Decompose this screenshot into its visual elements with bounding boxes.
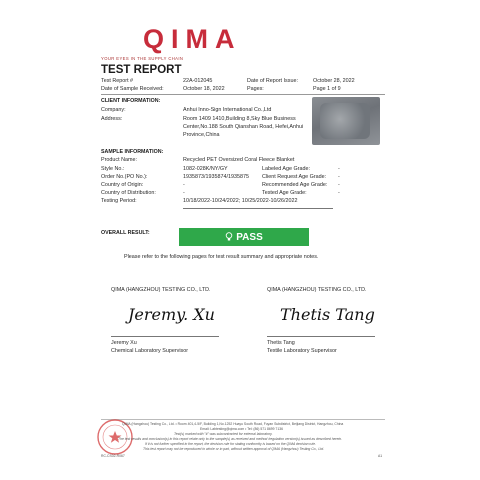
address-line: Province,China	[183, 132, 220, 138]
divider	[183, 208, 333, 209]
footer-version: A1	[378, 454, 383, 458]
signature-line	[267, 336, 375, 337]
report-number-label: Test Report #	[101, 78, 134, 84]
page-title: TEST REPORT	[101, 64, 182, 76]
signature-jeremy-xu: Jeremy. Xu	[128, 305, 215, 324]
tested-age-value: -	[338, 190, 340, 196]
footer-divider	[101, 419, 385, 420]
client-age-value: -	[338, 174, 340, 180]
overall-result-label: OVERALL RESULT:	[101, 230, 150, 236]
period-label: Testing Period:	[101, 198, 137, 204]
style-value: 1082-028K/NY/GY	[183, 166, 228, 172]
signer-role: Chemical Laboratory Supervisor	[111, 348, 189, 354]
company-label: Company:	[101, 107, 126, 113]
signer-role: Textile Laboratory Supervisor	[267, 348, 337, 354]
origin-value: -	[183, 182, 185, 188]
pass-badge	[179, 228, 309, 246]
signature-line	[111, 336, 219, 337]
footer-note: This test report may not be reproduced in whole or in part, without written approval of QIMA (Hangzhou) Testing Co., Ltd.	[143, 447, 325, 451]
address-label: Address:	[101, 116, 123, 122]
labeled-age-label: Labeled Age Grade:	[262, 166, 310, 172]
distribution-label: Country of Distribution:	[101, 190, 156, 196]
distribution-value: -	[183, 190, 185, 196]
report-number: 22A-012045	[183, 78, 213, 84]
recommended-age-label: Recommended Age Grade:	[262, 182, 328, 188]
issue-date-label: Date of Report Issue:	[247, 78, 298, 84]
lightbulb-icon	[225, 232, 233, 242]
issue-date: October 28, 2022	[313, 78, 355, 84]
footer-note: The test results and conclusion(s) in this report relate only to the sample(s) as received and method /regulation version(s) issued as described herein.	[118, 437, 343, 441]
product-label: Product Name:	[101, 157, 137, 163]
product-value: Recycled PET Oversized Coral Fleece Blanket	[183, 157, 295, 163]
pages-value: Page 1 of 9	[313, 86, 341, 92]
company-value: Anhui Inno-Sign International Co.,Ltd	[183, 107, 272, 113]
footer-note: If it is not further specified in the report, the decision rule for stating conformity is based on the QIMA decision rule.	[145, 442, 316, 446]
signer-company: QIMA (HANGZHOU) TESTING CO., LTD.	[111, 287, 211, 293]
received-date: October 18, 2022	[183, 86, 225, 92]
received-date-label: Date of Sample Received:	[101, 86, 164, 92]
pages-label: Pages:	[247, 86, 264, 92]
order-value: 1935873/1935874/1935875	[183, 174, 249, 180]
client-heading: CLIENT INFORMATION:	[101, 98, 161, 104]
address-line: Center,No.188 South Qianshan Road, Hefei,Anhui	[183, 124, 304, 130]
client-age-label: Client Request Age Grade:	[262, 174, 327, 180]
signer-name: Thetis Tang	[267, 340, 295, 346]
divider	[101, 94, 385, 95]
footer-doc-code: RC-CS02-R067	[101, 454, 125, 458]
product-photo	[312, 97, 380, 145]
address-line: Room 1409 1410,Building 8,Sky Blue Business	[183, 116, 296, 122]
signer-name: Jeremy Xu	[111, 340, 137, 346]
logo-tagline: YOUR EYES IN THE SUPPLY CHAIN	[101, 56, 184, 61]
footer-address: QIMA (Hangzhou) Testing Co., Ltd. • Room 401,4-5/F, Building 1,No.1252 Huayu South Road, Fuyan Subdistrict, Beijiang District, Hangzhou, China	[122, 422, 344, 426]
pass-label: PASS	[236, 231, 263, 243]
qima-logo: QIMA	[143, 24, 242, 54]
footer-contact: Email: Labtesting@qima.com • Tel: (86) 571 8699 7136	[200, 427, 283, 431]
sample-heading: SAMPLE INFORMATION:	[101, 149, 164, 155]
tested-age-label: Tested Age Grade:	[262, 190, 307, 196]
footer-note: Test(s) marked with "#" was subcontracted for external laboratory.	[174, 432, 273, 436]
style-label: Style No.:	[101, 166, 125, 172]
order-label: Order No.(PO No.):	[101, 174, 148, 180]
origin-label: Country of Origin:	[101, 182, 144, 188]
signer-company: QIMA (HANGZHOU) TESTING CO., LTD.	[267, 287, 367, 293]
period-value: 10/18/2022-10/24/2022; 10/25/2022-10/26/2022	[183, 198, 298, 204]
signature-thetis-tang: Thetis Tang	[280, 305, 375, 324]
recommended-age-value: -	[338, 182, 340, 188]
result-note: Please refer to the following pages for test result summary and appropriate notes.	[124, 254, 319, 260]
labeled-age-value: -	[338, 166, 340, 172]
